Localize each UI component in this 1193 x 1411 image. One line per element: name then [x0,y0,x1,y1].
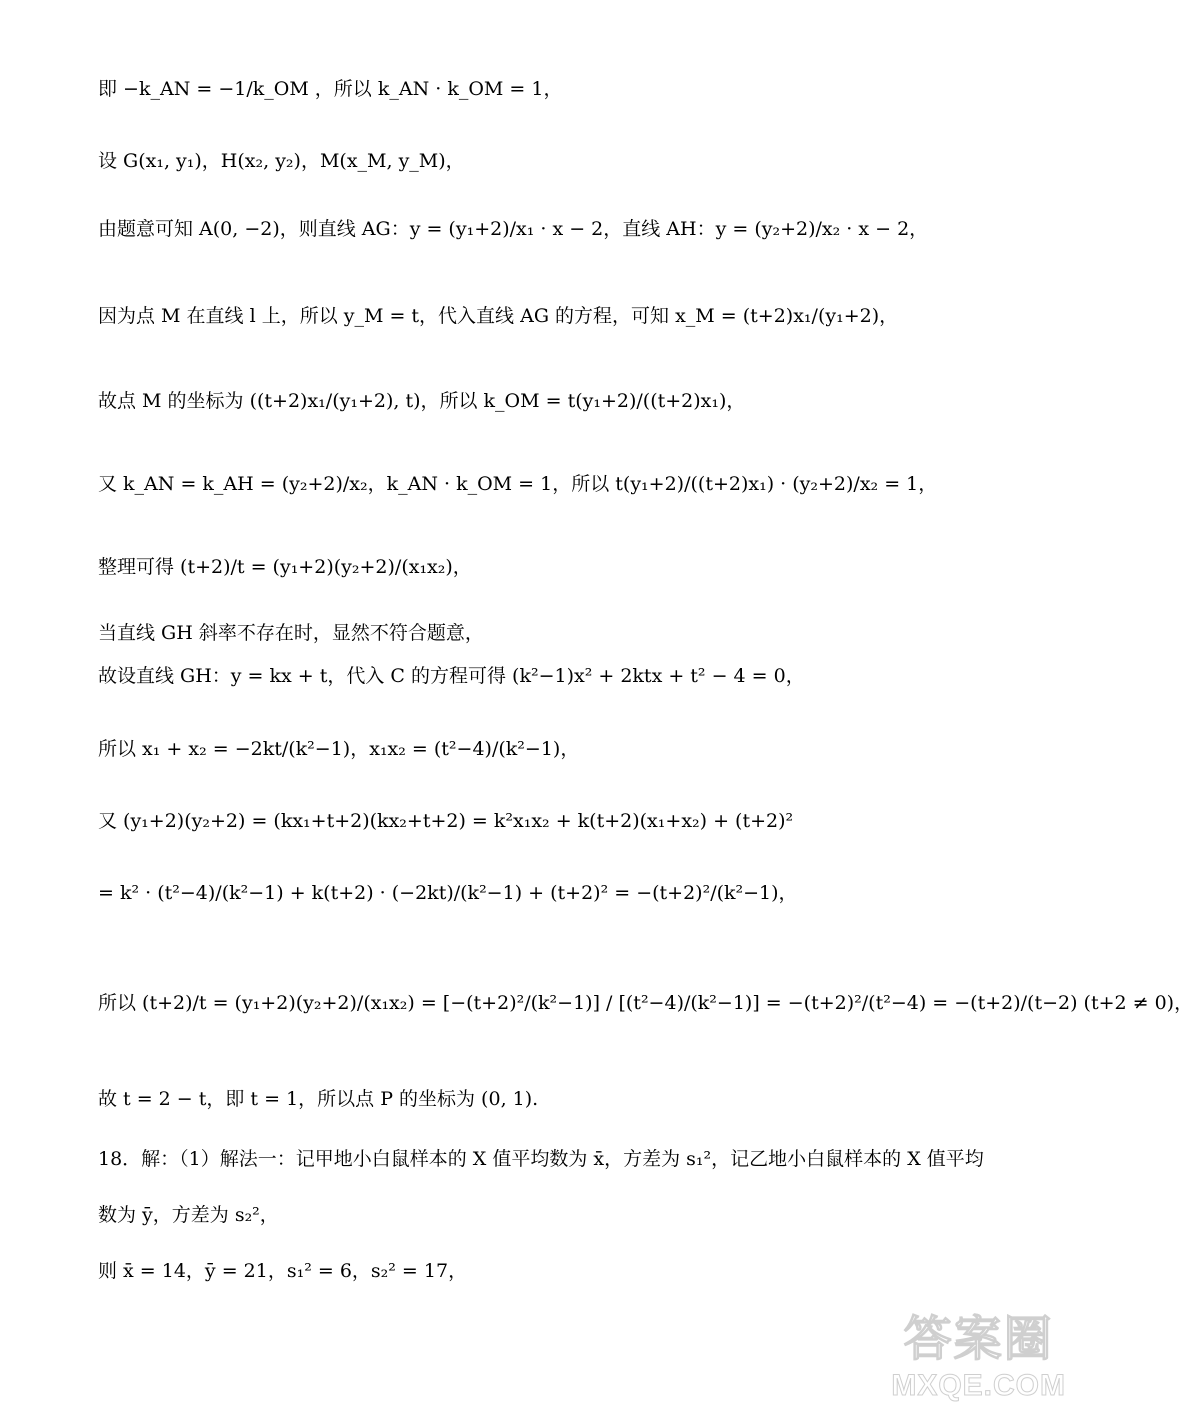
text-line-10: 所以 x₁ + x₂ = −2kt/(k²−1)，x₁x₂ = (t²−4)/(k²−1)， [98,738,580,760]
text-line-4: 因为点 M 在直线 l 上，所以 y_M = t，代入直线 AG 的方程，可知 x_M = (t+2)x₁/(y₁+2)， [98,305,899,327]
text-line-14: 故 t = 2 − t，即 t = 1，所以点 P 的坐标为 (0, 1). [98,1088,539,1110]
text-line-17: 则 x̄ = 14，ȳ = 21，s₁² = 6，s₂² = 17， [98,1260,468,1282]
text-line-6: 又 k_AN = k_AH = (y₂+2)/x₂，k_AN · k_OM = 1，所以 t(y₁+2)/((t+2)x₁) · (y₂+2)/x₂ = 1， [98,473,938,495]
text-line-9: 故设直线 GH：y = kx + t，代入 C 的方程可得 (k²−1)x² + 2ktx + t² − 4 = 0， [98,665,805,687]
watermark-url: MXQE.COM [891,1369,1066,1402]
text-line-15: 18．解：（1）解法一：记甲地小白鼠样本的 X 值平均数为 x̄，方差为 s₁²，记乙地小白鼠样本的 X 值平均 [98,1148,984,1170]
text-line-5: 故点 M 的坐标为 ((t+2)x₁/(y₁+2), t)，所以 k_OM = t(y₁+2)/((t+2)x₁)， [98,390,746,412]
text-line-13: 所以 (t+2)/t = (y₁+2)(y₂+2)/(x₁x₂) = [−(t+2)²/(k²−1)] / [(t²−4)/(k²−1)] = −(t+2)²/(t²−4) = −(t+2)/(t−2) (t+2 ≠ 0)， [98,992,1193,1014]
watermark-logo-text: 答案圈 [903,1313,1054,1366]
text-line-12: = k² · (t²−4)/(k²−1) + k(t+2) · (−2kt)/(k²−1) + (t+2)² = −(t+2)²/(k²−1)， [98,882,798,904]
text-line-8: 当直线 GH 斜率不存在时，显然不符合题意， [98,622,484,644]
text-line-16: 数为 ȳ，方差为 s₂²， [98,1204,279,1226]
text-line-1: 即 −k_AN = −1/k_OM ，所以 k_AN · k_OM = 1， [98,78,563,100]
text-line-7: 整理可得 (t+2)/t = (y₁+2)(y₂+2)/(x₁x₂)， [98,556,472,578]
text-line-3: 由题意可知 A(0, −2)，则直线 AG：y = (y₁+2)/x₁ · x − 2，直线 AH：y = (y₂+2)/x₂ · x − 2， [98,218,929,240]
watermark [891,1300,1066,1403]
text-line-11: 又 (y₁+2)(y₂+2) = (kx₁+t+2)(kx₂+t+2) = k²x₁x₂ + k(t+2)(x₁+x₂) + (t+2)² [98,810,794,832]
text-line-2: 设 G(x₁, y₁)，H(x₂, y₂)，M(x_M, y_M)， [98,150,465,172]
